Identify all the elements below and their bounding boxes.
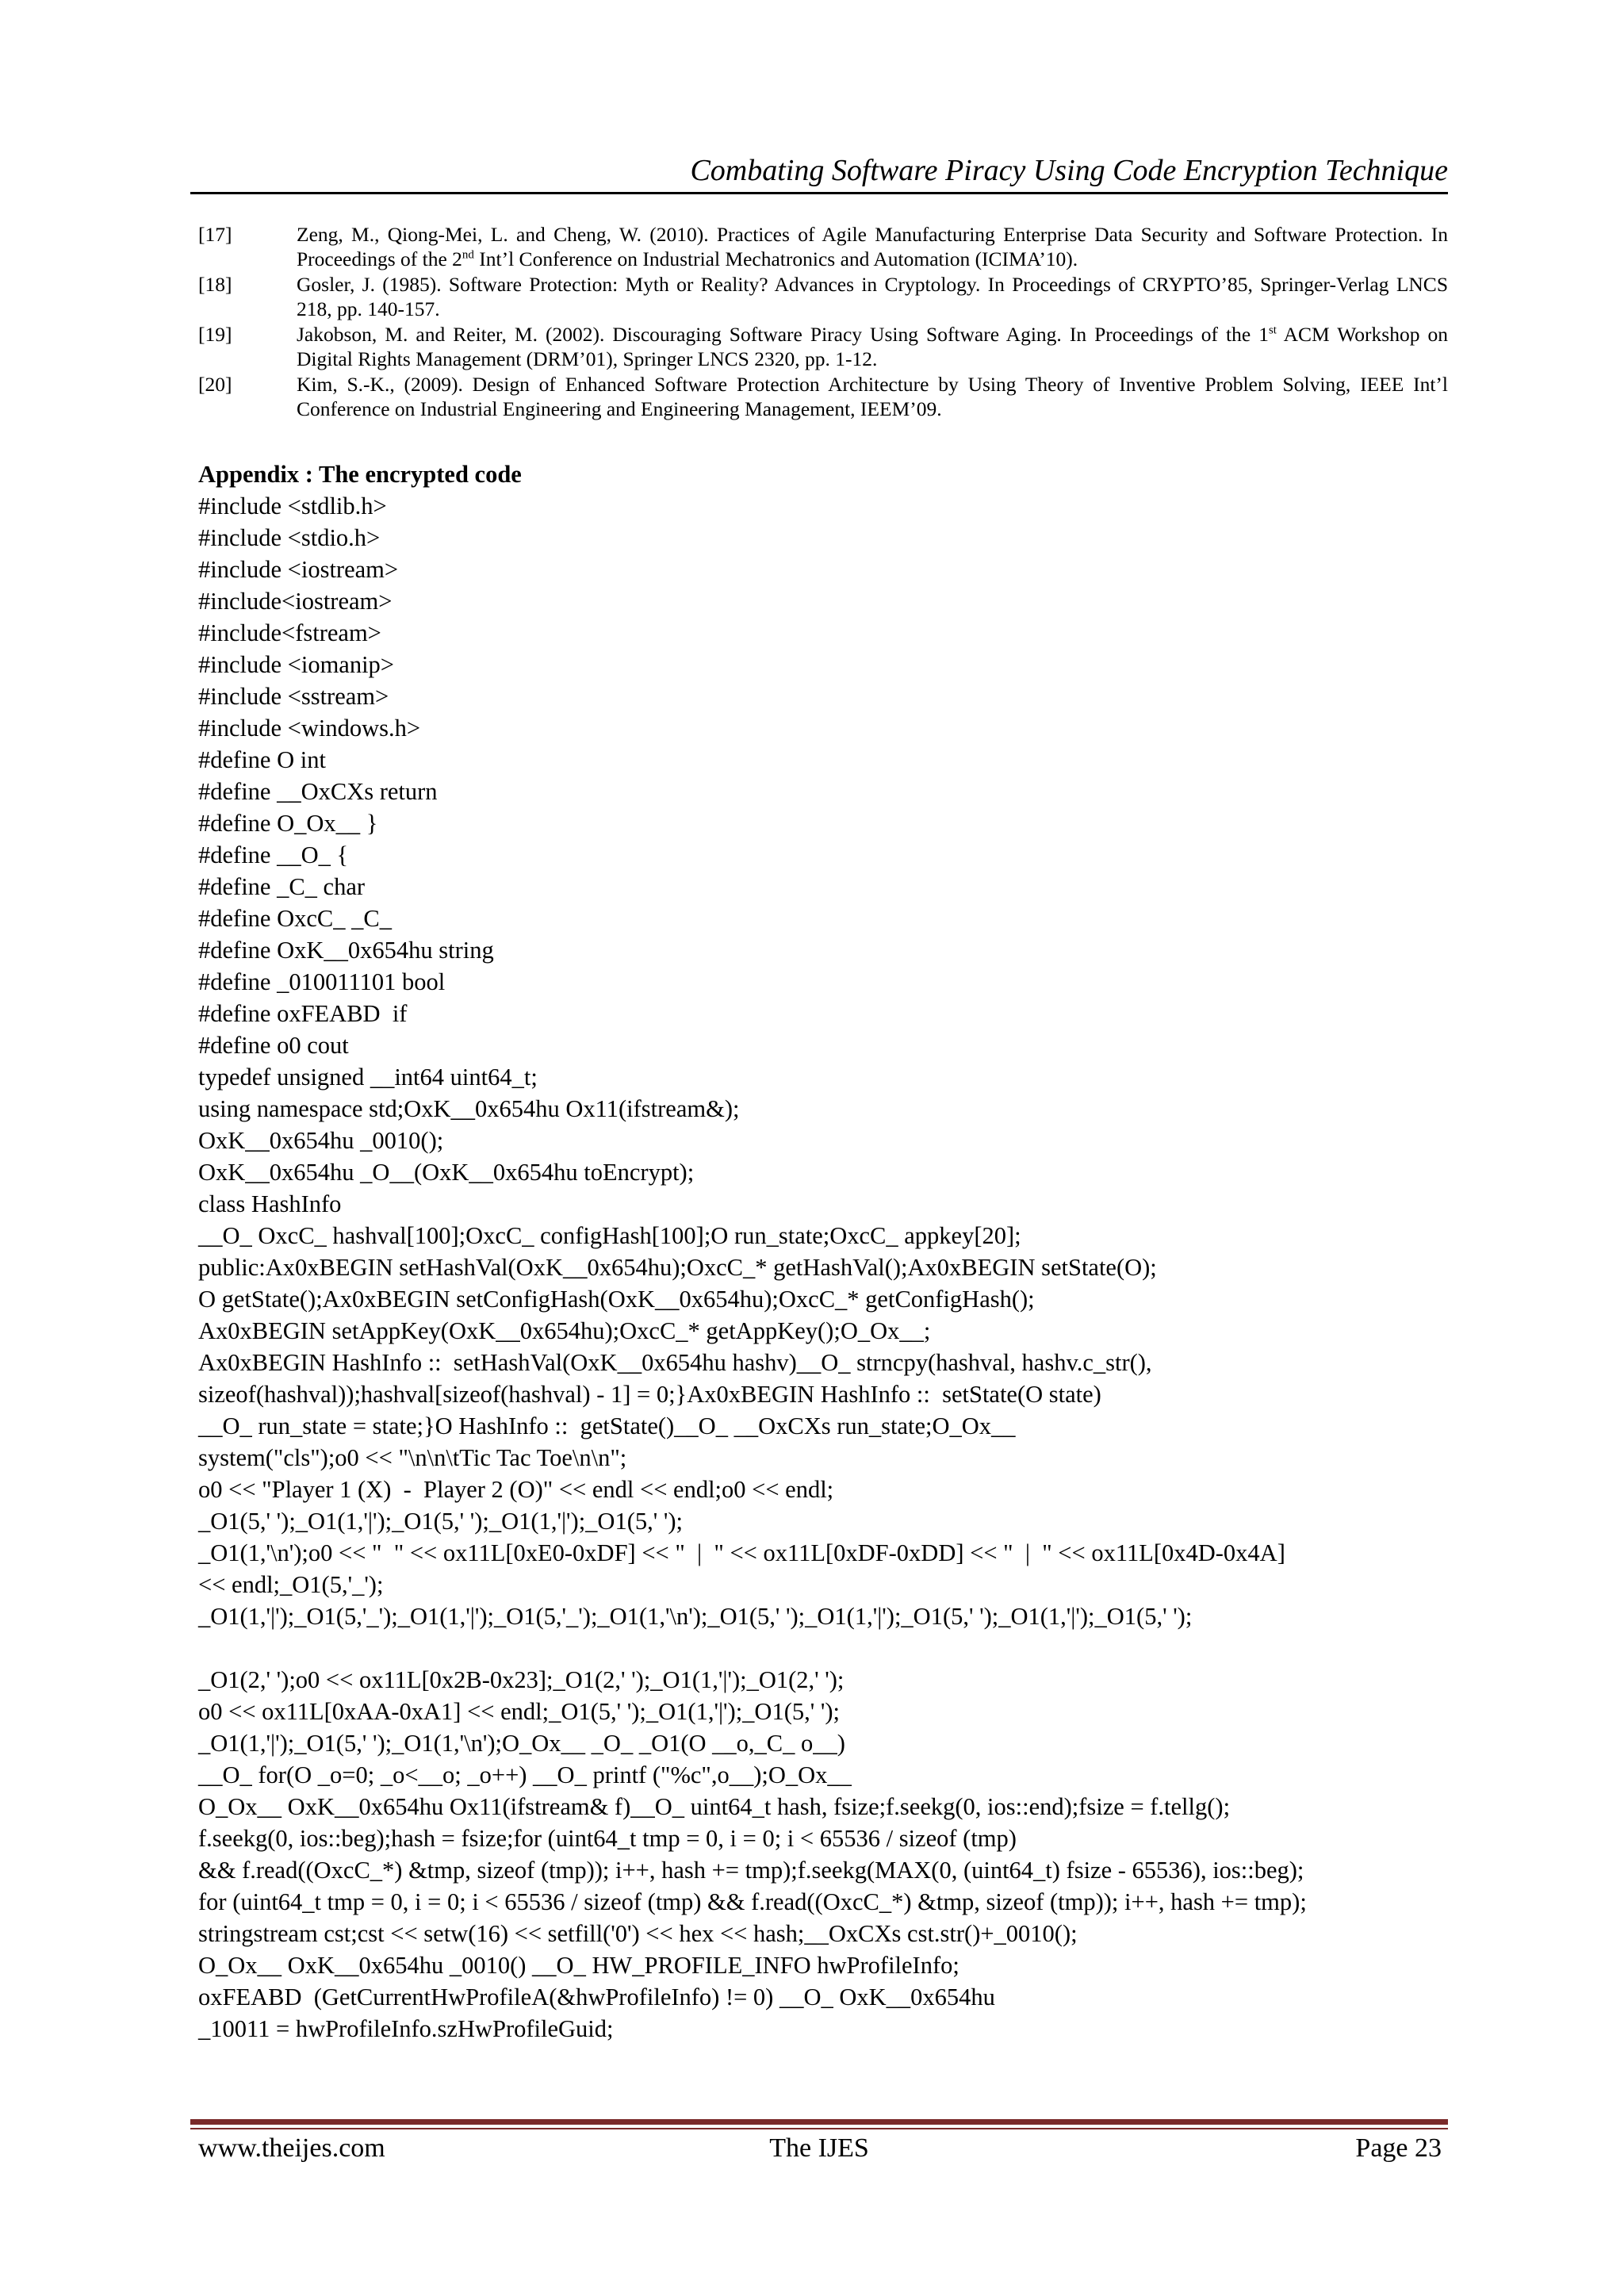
code-line: _10011 = hwProfileInfo.szHwProfileGuid;	[198, 2015, 614, 2042]
code-line: << endl;_O1(5,'_');	[198, 1571, 384, 1598]
header-rule	[190, 192, 1448, 194]
code-line: #define __OxCXs return	[198, 778, 438, 805]
reference-list	[198, 222, 1448, 422]
code-line: #define oxFEABD if	[198, 1000, 408, 1027]
code-line: _O1(2,' ');o0 << ox11L[0x2B-0x23];_O1(2,' ');_O1(1,'|');_O1(2,' ');	[198, 1666, 845, 1693]
code-line: #define o0 cout	[198, 1032, 349, 1059]
code-line: #define _010011101 bool	[198, 968, 446, 995]
reference-text	[297, 222, 1448, 271]
code-line: __O_ run_state = state;}O HashInfo :: getState()__O_ __OxCXs run_state;O_Ox__	[198, 1412, 1016, 1439]
code-line: OxK__0x654hu _0010();	[198, 1127, 444, 1154]
reference-number: [17]	[198, 223, 232, 246]
code-line: system("cls");o0 << "\n\n\tTic Tac Toe\n\n";	[198, 1444, 627, 1471]
appendix-section	[198, 458, 1448, 2045]
appendix-title: Appendix : The encrypted code	[198, 461, 522, 488]
code-line: #define _C_ char	[198, 873, 366, 900]
code-line: _O1(1,'|');_O1(5,'_');_O1(1,'|');_O1(5,'_');_O1(1,'\n');_O1(5,' ');_O1(1,'|');_O1(5,' ');_O1(1,'|');_O1(5,' ');	[198, 1603, 1193, 1630]
footer-rule	[190, 2119, 1448, 2125]
reference-superscript: nd	[462, 248, 474, 262]
reference-item	[198, 272, 1448, 321]
code-line: typedef unsigned __int64 uint64_t;	[198, 1064, 538, 1091]
page-footer	[190, 2133, 1448, 2167]
reference-number: [18]	[198, 273, 232, 296]
reference-item	[198, 222, 1448, 271]
reference-item	[198, 322, 1448, 371]
reference-superscript: st	[1268, 324, 1277, 337]
code-line: && f.read((OxcC_*) &tmp, sizeof (tmp)); i++, hash += tmp);f.seekg(MAX(0, (uint64_t) fsize - 65536), ios::beg);	[198, 1857, 1304, 1884]
code-line: O_Ox__ OxK__0x654hu Ox11(ifstream& f)__O_ uint64_t hash, fsize;f.seekg(0, ios::end);fsize = f.tellg();	[198, 1793, 1231, 1820]
reference-text: Kim, S.-K., (2009). Design of Enhanced Software Protection Architecture by Using Theory of Inventive Problem Solving, IEEE Int’l Conference on Industrial Engineering and Engineering Management, IEEM’09.	[297, 373, 1448, 420]
code-line: #include <stdlib.h>	[198, 493, 387, 519]
code-line: #include<fstream>	[198, 619, 381, 646]
code-line: #define OxK__0x654hu string	[198, 937, 494, 964]
code-line: #define O int	[198, 746, 326, 773]
code-line: o0 << "Player 1 (X) - Player 2 (O)" << endl << endl;o0 << endl;	[198, 1476, 834, 1503]
code-line: public:Ax0xBEGIN setHashVal(OxK__0x654hu);OxcC_* getHashVal();Ax0xBEGIN setState(O);	[198, 1254, 1157, 1281]
reference-text	[297, 322, 1448, 371]
code-line: sizeof(hashval));hashval[sizeof(hashval) - 1] = 0;}Ax0xBEGIN HashInfo :: setState(O state)	[198, 1381, 1101, 1408]
code-line: _O1(5,' ');_O1(1,'|');_O1(5,' ');_O1(1,'|');_O1(5,' ');	[198, 1508, 683, 1535]
code-line: #define __O_ {	[198, 841, 349, 868]
code-blank-line	[198, 1632, 1448, 1664]
code-line: O_Ox__ OxK__0x654hu _0010() __O_ HW_PROFILE_INFO hwProfileInfo;	[198, 1952, 959, 1979]
code-line: f.seekg(0, ios::beg);hash = fsize;for (uint64_t tmp = 0, i = 0; i < 65536 / sizeof (tmp)	[198, 1825, 1017, 1852]
reference-number: [20]	[198, 373, 232, 396]
footer-rule-thin	[190, 2128, 1448, 2129]
code-line: O getState();Ax0xBEGIN setConfigHash(OxK__0x654hu);OxcC_* getConfigHash();	[198, 1286, 1035, 1313]
code-line: for (uint64_t tmp = 0, i = 0; i < 65536 / sizeof (tmp) && f.read((OxcC_*) &tmp, sizeof (tmp)); i++, hash += tmp);	[198, 1888, 1307, 1915]
code-line: #include <iomanip>	[198, 651, 395, 678]
code-line: #include <iostream>	[198, 556, 399, 583]
reference-item	[198, 372, 1448, 421]
code-listing	[198, 490, 1448, 2045]
code-line: #define OxcC_ _C_	[198, 905, 392, 932]
code-line: oxFEABD (GetCurrentHwProfileA(&hwProfileInfo) != 0) __O_ OxK__0x654hu	[198, 1984, 995, 2010]
code-line: stringstream cst;cst << setw(16) << setfill('0') << hex << hash;__OxCXs cst.str()+_0010();	[198, 1920, 1078, 1947]
reference-text-part: Zeng, M., Qiong-Mei, L. and Cheng, W. (2010). Practices of Agile Manufacturing Enterprise Data Security and Software Protection. In Proceedings of the 2	[297, 223, 1448, 270]
reference-text: Gosler, J. (1985). Software Protection: Myth or Reality? Advances in Cryptology. In Proceedings of CRYPTO’85, Springer-Verlag LNCS 218, pp. 140-157.	[297, 273, 1448, 320]
code-line: __O_ OxcC_ hashval[100];OxcC_ configHash[100];O run_state;OxcC_ appkey[20];	[198, 1222, 1021, 1249]
code-line: _O1(1,'\n');o0 << " " << ox11L[0xE0-0xDF] << " | " << ox11L[0xDF-0xDD] << " | " << ox11L[0x4D-0x4A]	[198, 1539, 1285, 1566]
code-line: Ax0xBEGIN setAppKey(OxK__0x654hu);OxcC_* getAppKey();O_Ox__;	[198, 1317, 931, 1344]
code-line: class HashInfo	[198, 1190, 342, 1217]
footer-page-number: Page 23	[1355, 2133, 1442, 2163]
footer-journal: The IJES	[769, 2133, 869, 2163]
reference-number: [19]	[198, 323, 232, 346]
code-line: using namespace std;OxK__0x654hu Ox11(ifstream&);	[198, 1095, 740, 1122]
code-line: __O_ for(O _o=0; _o<__o; _o++) __O_ printf ("%c",o__);O_Ox__	[198, 1761, 852, 1788]
code-line: #include<iostream>	[198, 588, 393, 615]
reference-text-part: Jakobson, M. and Reiter, M. (2002). Discouraging Software Piracy Using Software Aging. In Proceedings of the 1	[297, 323, 1269, 346]
code-line: #include <windows.h>	[198, 715, 421, 742]
running-header: Combating Software Piracy Using Code Encryption Technique	[690, 154, 1448, 187]
reference-text-part: Int’l Conference on Industrial Mechatronics and Automation (ICIMA’10).	[473, 247, 1078, 270]
code-line: o0 << ox11L[0xAA-0xA1] << endl;_O1(5,' ');_O1(1,'|');_O1(5,' ');	[198, 1698, 840, 1725]
code-line: #define O_Ox__ }	[198, 810, 378, 837]
code-line: OxK__0x654hu _O__(OxK__0x654hu toEncrypt);	[198, 1159, 695, 1186]
code-line: _O1(1,'|');_O1(5,' ');_O1(1,'\n');O_Ox__ _O_ _O1(O __o,_C_ o__)	[198, 1730, 845, 1757]
footer-website: www.theijes.com	[198, 2133, 385, 2163]
code-line: #include <sstream>	[198, 683, 389, 710]
code-line: Ax0xBEGIN HashInfo :: setHashVal(OxK__0x654hu hashv)__O_ strncpy(hashval, hashv.c_str(),	[198, 1349, 1152, 1376]
code-line: #include <stdio.h>	[198, 524, 381, 551]
reference-text-part: ACM Workshop on Digital Rights Management (DRM’01), Springer LNCS 2320, pp. 1-12.	[297, 323, 1448, 370]
